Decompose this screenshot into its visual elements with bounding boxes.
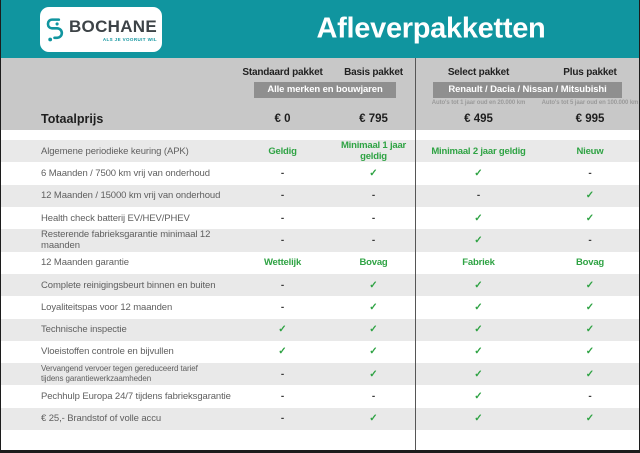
column-header-standaard: Standaard pakket xyxy=(242,67,323,78)
dash-icon: - xyxy=(371,391,376,403)
check-icon: ✓ xyxy=(585,346,595,358)
table-row xyxy=(1,319,639,341)
check-icon: ✓ xyxy=(474,234,483,246)
dash-icon: - xyxy=(371,234,376,246)
dash-icon: - xyxy=(280,413,285,425)
check-icon: ✓ xyxy=(474,167,483,179)
check-icon: ✓ xyxy=(369,368,378,380)
total-price-label: Totaalprijs xyxy=(41,112,104,126)
dash-icon: - xyxy=(588,234,592,246)
check-icon: ✓ xyxy=(585,279,595,291)
price-basis: € 795 xyxy=(359,113,388,125)
feature-value: Bovag xyxy=(575,257,605,269)
check-icon: ✓ xyxy=(474,324,483,336)
table-row xyxy=(1,408,639,430)
feature-value: Minimaal 2 jaar geldig xyxy=(431,145,526,157)
dash-icon: - xyxy=(588,167,592,179)
feature-label: Health check batterij EV/HEV/PHEV xyxy=(41,212,190,224)
dash-icon: - xyxy=(371,212,376,224)
check-icon: ✓ xyxy=(474,368,483,380)
check-icon: ✓ xyxy=(369,279,378,291)
feature-rows xyxy=(1,140,639,430)
note-plus: Auto's tot 5 jaar oud en 100.000 km xyxy=(541,100,639,106)
check-icon: ✓ xyxy=(369,324,378,336)
check-icon: ✓ xyxy=(369,301,378,313)
dash-icon: - xyxy=(280,301,285,313)
page-title: Afleverpakketten xyxy=(316,12,546,45)
feature-value: Minimaal 1 jaar geldig xyxy=(340,140,407,163)
check-icon: ✓ xyxy=(369,167,378,179)
dash-icon: - xyxy=(371,190,376,202)
check-icon: ✓ xyxy=(474,301,483,313)
dash-icon: - xyxy=(476,190,481,202)
dash-icon: - xyxy=(280,279,285,291)
check-icon: ✓ xyxy=(369,413,378,425)
table-row xyxy=(1,140,639,162)
logo-tagline: ALS JE VOORUIT WIL xyxy=(102,36,158,42)
table-row xyxy=(1,252,639,274)
age-notes-row xyxy=(1,100,639,110)
check-icon: ✓ xyxy=(369,346,378,358)
feature-label: 12 Maanden garantie xyxy=(41,257,129,269)
column-header-select: Select pakket xyxy=(447,67,510,78)
page-header xyxy=(1,0,639,58)
price-standaard: € 0 xyxy=(274,113,291,125)
note-select: Auto's tot 1 jaar oud en 20.000 km xyxy=(431,100,526,106)
feature-value: Fabriek xyxy=(462,257,495,269)
check-icon: ✓ xyxy=(278,324,287,336)
dash-icon: - xyxy=(280,212,285,224)
check-icon: ✓ xyxy=(474,346,483,358)
table-row xyxy=(1,185,639,207)
feature-label: Vloeistoffen controle en bijvullen xyxy=(41,346,174,358)
check-icon: ✓ xyxy=(278,346,287,358)
dash-icon: - xyxy=(280,167,285,179)
table-row xyxy=(1,229,639,251)
check-icon: ✓ xyxy=(474,413,483,425)
table-row xyxy=(1,207,639,229)
column-header-plus: Plus pakket xyxy=(563,67,617,78)
price-plus: € 995 xyxy=(575,113,605,125)
table-row xyxy=(1,363,639,385)
brand-badges-row xyxy=(1,82,639,98)
dash-icon: - xyxy=(280,190,285,202)
dash-icon: - xyxy=(280,234,285,246)
feature-label: Loyaliteitspas voor 12 maanden xyxy=(41,301,173,313)
table-row xyxy=(1,385,639,407)
check-icon: ✓ xyxy=(585,190,595,202)
check-icon: ✓ xyxy=(474,391,483,403)
column-group-divider xyxy=(415,58,416,450)
total-price-row xyxy=(1,112,639,126)
check-icon: ✓ xyxy=(585,212,595,224)
dash-icon: - xyxy=(588,391,592,403)
badge-renault-group: Renault / Dacia / Nissan / Mitsubishi xyxy=(433,82,622,98)
price-select: € 495 xyxy=(464,113,493,125)
feature-value: Nieuw xyxy=(576,145,604,157)
package-names-row xyxy=(1,67,639,78)
table-header-band xyxy=(1,58,639,130)
feature-value: Geldig xyxy=(268,145,297,157)
feature-label: € 25,- Brandstof of volle accu xyxy=(41,413,162,425)
feature-label: Complete reinigingsbeurt binnen en buiten xyxy=(41,279,216,291)
feature-value: Wettelijk xyxy=(263,257,302,269)
badge-all-brands: Alle merken en bouwjaren xyxy=(254,82,396,98)
feature-label: Technische inspectie xyxy=(41,324,127,336)
check-icon: ✓ xyxy=(474,279,483,291)
table-row xyxy=(1,274,639,296)
spacer xyxy=(1,130,639,140)
feature-label: Algemene periodieke keuring (APK) xyxy=(41,145,189,157)
check-icon: ✓ xyxy=(585,413,595,425)
bochane-logo xyxy=(40,7,162,52)
check-icon: ✓ xyxy=(585,368,595,380)
check-icon: ✓ xyxy=(585,324,595,336)
check-icon: ✓ xyxy=(585,301,595,313)
bochane-logo-icon xyxy=(45,17,64,43)
table-row xyxy=(1,162,639,184)
feature-label: 6 Maanden / 7500 km vrij van onderhoud xyxy=(41,167,210,179)
table-row xyxy=(1,341,639,363)
feature-label: Resterende fabrieksgarantie minimaal 12 maanden xyxy=(41,229,211,252)
column-header-basis: Basis pakket xyxy=(344,67,403,78)
logo-wordmark: BOCHANE xyxy=(68,16,158,36)
feature-label: Vervangend vervoer tegen gereduceerd tarief tijdens garantiewerkzaamheden xyxy=(41,364,198,384)
check-icon: ✓ xyxy=(474,212,483,224)
feature-label: 12 Maanden / 15000 km vrij van onderhoud xyxy=(41,190,221,202)
dash-icon: - xyxy=(280,368,285,380)
dash-icon: - xyxy=(280,391,285,403)
table-row xyxy=(1,296,639,318)
feature-label: Pechhulp Europa 24/7 tijdens fabrieksgarantie xyxy=(41,391,231,403)
feature-value: Bovag xyxy=(359,257,388,269)
